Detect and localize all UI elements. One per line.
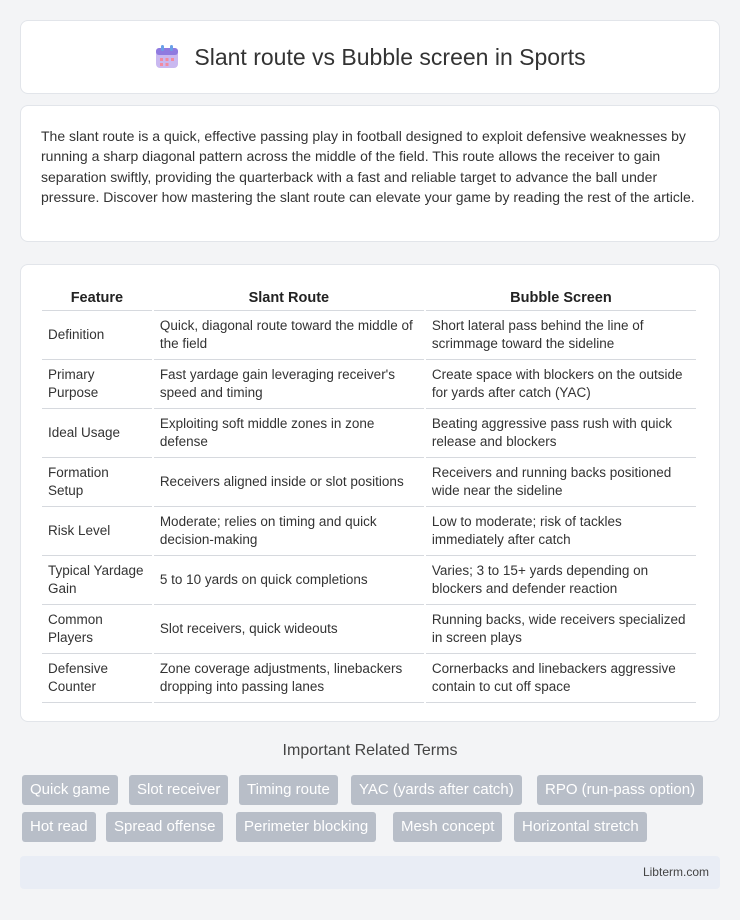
related-terms-title: Important Related Terms <box>282 742 458 759</box>
table-row <box>42 409 696 458</box>
tag-slot-receiver[interactable]: Slot receiver <box>129 775 228 805</box>
column-header-bubble-screen: Bubble Screen <box>426 285 696 311</box>
cell-bubble-screen: Short lateral pass behind the line of scrimmage toward the sideline <box>426 311 696 360</box>
column-header-slant-route: Slant Route <box>154 285 424 311</box>
intro-card <box>20 105 720 242</box>
calendar-icon <box>154 44 180 70</box>
tag-spread-offense[interactable]: Spread offense <box>106 812 223 842</box>
cell-feature: Risk Level <box>42 507 152 556</box>
page-title: Slant route vs Bubble screen in Sports <box>194 43 586 70</box>
tag-yac[interactable]: YAC (yards after catch) <box>351 775 522 805</box>
cell-slant-route: Fast yardage gain leveraging receiver's speed and timing <box>154 360 424 409</box>
tag-mesh-concept[interactable]: Mesh concept <box>393 812 502 842</box>
related-terms-section <box>0 742 740 760</box>
table-row <box>42 654 696 703</box>
cell-slant-route: Moderate; relies on timing and quick decision-making <box>154 507 424 556</box>
tag-perimeter-blocking[interactable]: Perimeter blocking <box>236 812 376 842</box>
table-row <box>42 507 696 556</box>
tag-timing-route[interactable]: Timing route <box>239 775 338 805</box>
cell-slant-route: 5 to 10 yards on quick completions <box>154 556 424 605</box>
cell-feature: Typical Yardage Gain <box>42 556 152 605</box>
cell-feature: Ideal Usage <box>42 409 152 458</box>
cell-slant-route: Exploiting soft middle zones in zone defense <box>154 409 424 458</box>
cell-feature: Formation Setup <box>42 458 152 507</box>
footer <box>20 856 720 889</box>
table-row <box>42 360 696 409</box>
cell-slant-route: Slot receivers, quick wideouts <box>154 605 424 654</box>
column-header-feature: Feature <box>42 285 152 311</box>
tag-horizontal-stretch[interactable]: Horizontal stretch <box>514 812 647 842</box>
tag-quick-game[interactable]: Quick game <box>22 775 118 805</box>
comparison-table <box>40 285 698 703</box>
tag-hot-read[interactable]: Hot read <box>22 812 96 842</box>
tag-rpo[interactable]: RPO (run-pass option) <box>537 775 703 805</box>
table-row <box>42 556 696 605</box>
cell-feature: Definition <box>42 311 152 360</box>
intro-text: The slant route is a quick, effective passing play in football designed to exploit defensive weaknesses by running a sharp diagonal pattern across the middle of the field. This route allows the receiver to gain separation swiftly, providing the quarterback with a fast and reliable target to advance the ball under pressure. Discover how mastering the slant route can elevate your game by reading the rest of the article. <box>41 128 695 205</box>
table-row <box>42 311 696 360</box>
header-card <box>20 20 720 94</box>
cell-bubble-screen: Varies; 3 to 15+ yards depending on blockers and defender reaction <box>426 556 696 605</box>
cell-bubble-screen: Low to moderate; risk of tackles immediately after catch <box>426 507 696 556</box>
cell-feature: Defensive Counter <box>42 654 152 703</box>
cell-feature: Primary Purpose <box>42 360 152 409</box>
cell-bubble-screen: Receivers and running backs positioned wide near the sideline <box>426 458 696 507</box>
cell-slant-route: Quick, diagonal route toward the middle of the field <box>154 311 424 360</box>
comparison-table-card <box>20 264 720 722</box>
cell-bubble-screen: Beating aggressive pass rush with quick release and blockers <box>426 409 696 458</box>
footer-site-link[interactable]: Libterm.com <box>642 865 709 879</box>
cell-slant-route: Receivers aligned inside or slot positions <box>154 458 424 507</box>
table-row <box>42 605 696 654</box>
cell-feature: Common Players <box>42 605 152 654</box>
cell-bubble-screen: Create space with blockers on the outside for yards after catch (YAC) <box>426 360 696 409</box>
cell-bubble-screen: Running backs, wide receivers specialized in screen plays <box>426 605 696 654</box>
cell-slant-route: Zone coverage adjustments, linebackers dropping into passing lanes <box>154 654 424 703</box>
table-row <box>42 458 696 507</box>
cell-bubble-screen: Cornerbacks and linebackers aggressive contain to cut off space <box>426 654 696 703</box>
